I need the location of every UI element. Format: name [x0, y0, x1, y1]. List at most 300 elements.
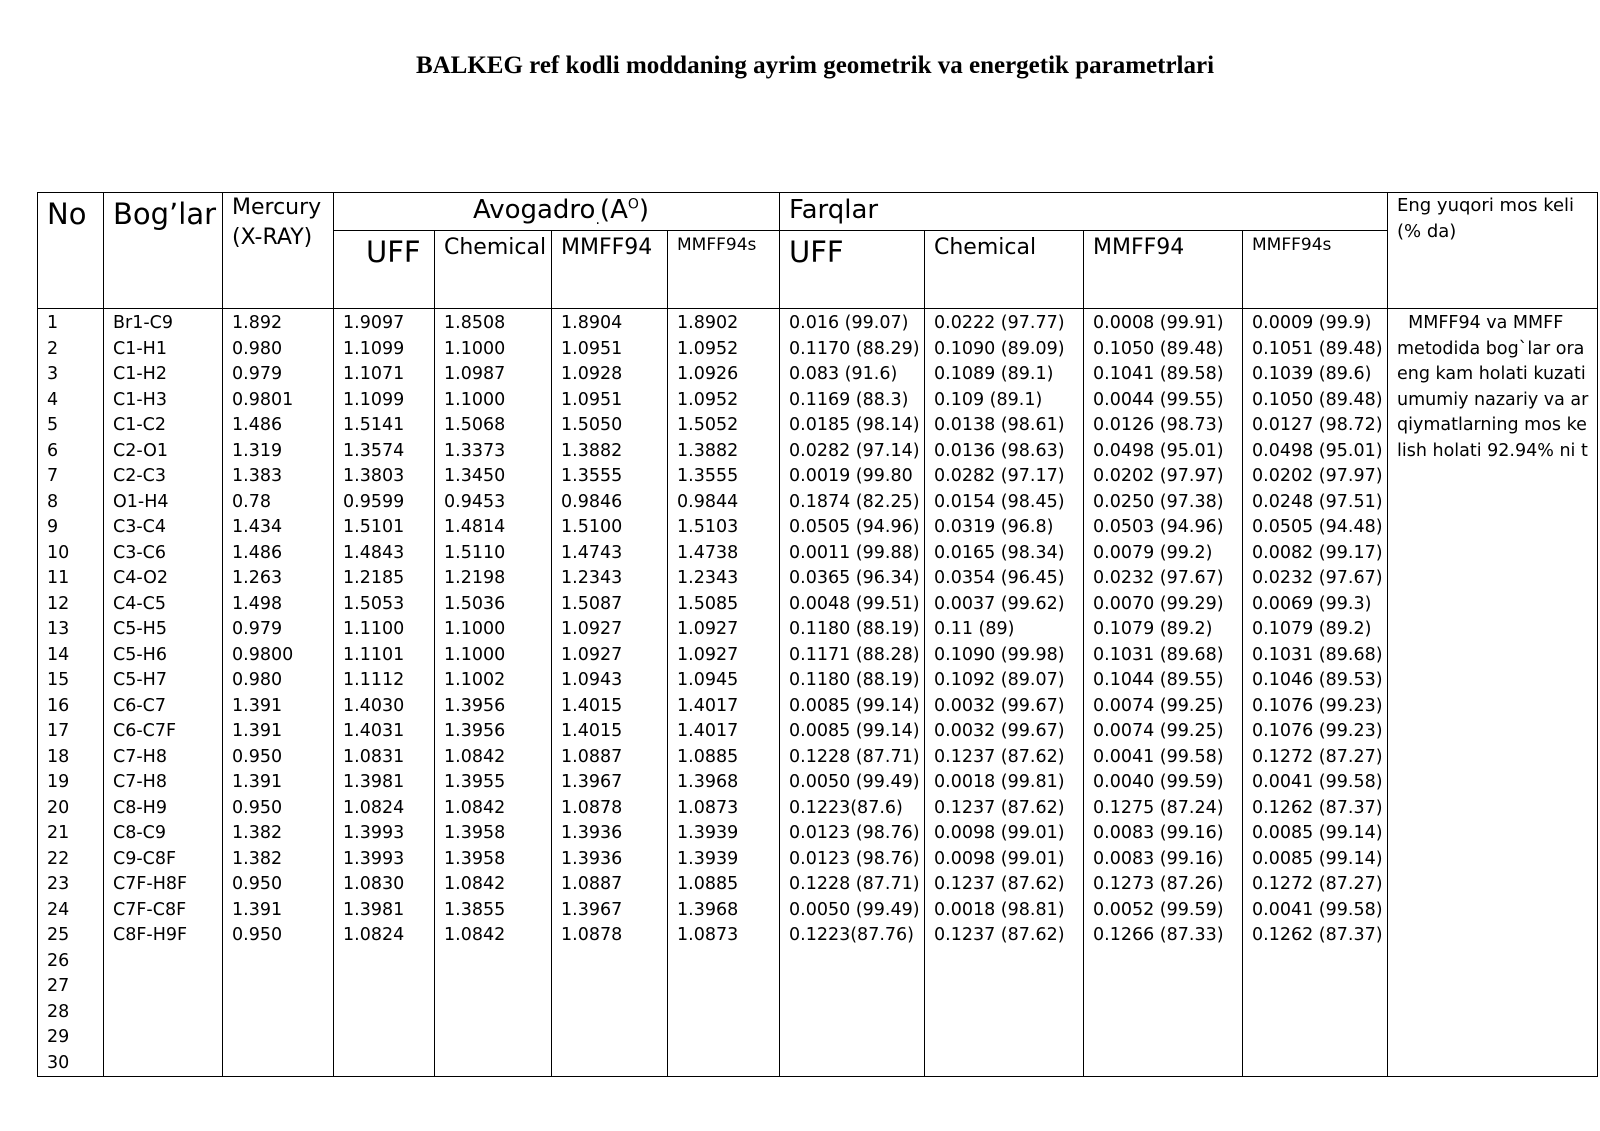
cell-mercury-22: 1.382 [232, 848, 283, 869]
cell-f-uff-17: 0.0085 (99.14) [789, 721, 920, 741]
col-bond [104, 309, 223, 1077]
cell-f-uff-7: 0.0019 (99.80 [789, 466, 913, 486]
cell-av-uff-12: 1.5053 [343, 593, 405, 614]
cell-av-mmff94s-1: 1.8902 [677, 313, 739, 333]
cell-bond-3: C1-H2 [113, 364, 167, 384]
cell-av-mmff94-17: 1.4015 [561, 721, 623, 741]
cell-f-mmff94s-14: 0.1031 (89.68) [1252, 644, 1383, 665]
cell-av-mmff94-9: 1.5100 [561, 517, 623, 537]
cell-no-26: 26 [47, 950, 70, 971]
cell-f-mmff94s-18: 0.1272 (87.27) [1252, 746, 1383, 767]
cell-f-mmff94s-17: 0.1076 (99.23) [1252, 721, 1383, 741]
cell-av-chemical-1: 1.8508 [444, 313, 506, 333]
cell-av-mmff94-5: 1.5050 [561, 415, 623, 435]
cell-mercury-17: 1.391 [232, 721, 283, 741]
cell-f-uff-10: 0.0011 (99.88) [789, 542, 920, 563]
cell-av-chemical-14: 1.1000 [444, 644, 506, 665]
cell-av-chemical-19: 1.3955 [444, 772, 506, 792]
cell-f-uff-19: 0.0050 (99.49) [789, 772, 920, 792]
cell-f-chemical-22: 0.0098 (99.01) [934, 848, 1065, 869]
cell-mercury-4: 0.9801 [232, 389, 294, 410]
cell-f-uff-8: 0.1874 (82.25) [789, 491, 920, 512]
avogadro-unit-close: ) [638, 195, 650, 225]
cell-av-mmff94s-10: 1.4738 [677, 542, 739, 563]
cell-f-mmff94s-8: 0.0248 (97.51) [1252, 491, 1383, 512]
cell-f-uff-24: 0.0050 (99.49) [789, 899, 920, 920]
cell-no-10: 10 [47, 542, 70, 563]
cell-f-chemical-3: 0.1089 (89.1) [934, 364, 1054, 384]
cell-av-uff-2: 1.1099 [343, 338, 405, 359]
cell-mercury-11: 1.263 [232, 568, 283, 588]
cell-av-chemical-25: 1.0842 [444, 925, 506, 945]
col-av-mmff94s [668, 309, 780, 1077]
cell-av-mmff94-11: 1.2343 [561, 568, 623, 588]
header-f-mmff94s: MMFF94s [1243, 231, 1388, 309]
cell-mercury-9: 1.434 [232, 517, 283, 537]
cell-bond-8: O1-H4 [113, 491, 169, 512]
cell-f-uff-14: 0.1171 (88.28) [789, 644, 920, 665]
cell-bond-22: C9-C8F [113, 848, 177, 869]
cell-f-uff-23: 0.1228 (87.71) [789, 874, 920, 894]
cell-f-mmff94-6: 0.0498 (95.01) [1093, 440, 1224, 461]
cell-f-mmff94-19: 0.0040 (99.59) [1093, 772, 1224, 792]
cell-av-uff-14: 1.1101 [343, 644, 405, 665]
cell-av-chemical-10: 1.5110 [444, 542, 506, 563]
cell-bond-18: C7-H8 [113, 746, 167, 767]
cell-av-mmff94s-14: 1.0927 [677, 644, 739, 665]
cell-no-6: 6 [47, 440, 59, 461]
cell-av-mmff94s-4: 1.0952 [677, 389, 739, 410]
cell-mercury-2: 0.980 [232, 338, 283, 359]
cell-av-mmff94-13: 1.0927 [561, 619, 623, 639]
cell-av-mmff94-15: 1.0943 [561, 670, 623, 690]
cell-no-3: 3 [47, 364, 59, 384]
document-title: BALKEG ref kodli moddaning ayrim geometrik va energetik parametrlari [415, 52, 1215, 79]
cell-mercury-3: 0.979 [232, 364, 283, 384]
header-av-uff: UFF [334, 231, 435, 309]
cell-mercury-23: 0.950 [232, 874, 283, 894]
cell-f-mmff94-24: 0.0052 (99.59) [1093, 899, 1224, 920]
cell-bond-6: C2-O1 [113, 440, 169, 461]
cell-av-uff-5: 1.5141 [343, 415, 405, 435]
cell-bond-12: C4-C5 [113, 593, 167, 614]
cell-f-chemical-16: 0.0032 (99.67) [934, 695, 1065, 716]
cell-av-uff-17: 1.4031 [343, 721, 405, 741]
cell-no-29: 29 [47, 1027, 70, 1047]
cell-f-mmff94s-3: 0.1039 (89.6) [1252, 364, 1372, 384]
cell-av-mmff94-14: 1.0927 [561, 644, 623, 665]
cell-f-mmff94-23: 0.1273 (87.26) [1093, 874, 1224, 894]
cell-mercury-21: 1.382 [232, 823, 283, 843]
cell-f-chemical-13: 0.11 (89) [934, 619, 1015, 639]
cell-f-chemical-14: 0.1090 (99.98) [934, 644, 1065, 665]
cell-f-uff-1: 0.016 (99.07) [789, 313, 909, 333]
cell-f-chemical-10: 0.0165 (98.34) [934, 542, 1065, 563]
cell-f-chemical-15: 0.1092 (89.07) [934, 670, 1065, 690]
cell-av-chemical-21: 1.3958 [444, 823, 506, 843]
cell-f-chemical-11: 0.0354 (96.45) [934, 568, 1065, 588]
cell-bond-5: C1-C2 [113, 415, 167, 435]
cell-f-mmff94-14: 0.1031 (89.68) [1093, 644, 1224, 665]
cell-f-mmff94-5: 0.0126 (98.73) [1093, 415, 1224, 435]
note-line-1: MMFF94 va MMFF [1397, 313, 1564, 333]
cell-mercury-24: 1.391 [232, 899, 283, 920]
cell-av-mmff94s-8: 0.9844 [677, 491, 739, 512]
note-line-4: umumiy nazariy va ar [1397, 389, 1589, 410]
cell-bond-11: C4-O2 [113, 568, 169, 588]
cell-av-mmff94-18: 1.0887 [561, 746, 623, 767]
col-f-mmff94s [1243, 309, 1388, 1077]
cell-av-mmff94s-6: 1.3882 [677, 440, 739, 461]
avogadro-unit-open: (A [599, 195, 628, 225]
cell-no-7: 7 [47, 466, 59, 486]
cell-f-mmff94s-19: 0.0041 (99.58) [1252, 772, 1383, 792]
cell-f-mmff94s-12: 0.0069 (99.3) [1252, 593, 1372, 614]
cell-f-mmff94-12: 0.0070 (99.29) [1093, 593, 1224, 614]
cell-mercury-8: 0.78 [232, 491, 271, 512]
cell-f-mmff94s-7: 0.0202 (97.97) [1252, 466, 1383, 486]
col-av-mmff94 [552, 309, 668, 1077]
cell-av-mmff94s-21: 1.3939 [677, 823, 739, 843]
cell-av-mmff94-2: 1.0951 [561, 338, 623, 359]
cell-f-mmff94-13: 0.1079 (89.2) [1093, 619, 1213, 639]
cell-f-uff-11: 0.0365 (96.34) [789, 568, 920, 588]
header-mercury: Mercury (X-RAY) [223, 193, 334, 309]
header-av-chemical: Chemical [435, 231, 552, 309]
cell-av-chemical-3: 1.0987 [444, 364, 506, 384]
cell-f-uff-22: 0.0123 (98.76) [789, 848, 920, 869]
cell-f-chemical-6: 0.0136 (98.63) [934, 440, 1065, 461]
cell-bond-25: C8F-H9F [113, 925, 188, 945]
cell-mercury-25: 0.950 [232, 925, 283, 945]
cell-no-16: 16 [47, 695, 70, 716]
cell-av-mmff94-8: 0.9846 [561, 491, 623, 512]
cell-no-11: 11 [47, 568, 70, 588]
col-av-uff [334, 309, 435, 1077]
cell-mercury-7: 1.383 [232, 466, 283, 486]
cell-f-chemical-8: 0.0154 (98.45) [934, 491, 1065, 512]
cell-f-mmff94-17: 0.0074 (99.25) [1093, 721, 1224, 741]
cell-av-mmff94s-19: 1.3968 [677, 772, 739, 792]
cell-av-uff-6: 1.3574 [343, 440, 405, 461]
cell-f-uff-18: 0.1228 (87.71) [789, 746, 920, 767]
cell-f-mmff94-25: 0.1266 (87.33) [1093, 925, 1224, 945]
cell-av-mmff94-6: 1.3882 [561, 440, 623, 461]
cell-av-chemical-13: 1.1000 [444, 619, 506, 639]
cell-no-18: 18 [47, 746, 70, 767]
cell-av-chemical-9: 1.4814 [444, 517, 506, 537]
cell-av-chemical-20: 1.0842 [444, 797, 506, 818]
cell-bond-23: C7F-H8F [113, 874, 188, 894]
cell-f-mmff94s-13: 0.1079 (89.2) [1252, 619, 1372, 639]
cell-f-chemical-17: 0.0032 (99.67) [934, 721, 1065, 741]
cell-f-chemical-20: 0.1237 (87.62) [934, 797, 1065, 818]
note-cell [1388, 309, 1598, 1077]
cell-f-mmff94-16: 0.0074 (99.25) [1093, 695, 1224, 716]
cell-av-uff-1: 1.9097 [343, 313, 405, 333]
cell-av-uff-8: 0.9599 [343, 491, 405, 512]
cell-f-mmff94s-9: 0.0505 (94.48) [1252, 517, 1383, 537]
cell-f-uff-5: 0.0185 (98.14) [789, 415, 920, 435]
cell-f-mmff94s-23: 0.1272 (87.27) [1252, 874, 1383, 894]
cell-no-20: 20 [47, 797, 70, 818]
cell-f-mmff94s-15: 0.1046 (89.53) [1252, 670, 1383, 690]
cell-mercury-12: 1.498 [232, 593, 283, 614]
cell-av-mmff94-3: 1.0928 [561, 364, 623, 384]
cell-av-chemical-11: 1.2198 [444, 568, 506, 588]
cell-f-chemical-2: 0.1090 (89.09) [934, 338, 1065, 359]
cell-av-mmff94-16: 1.4015 [561, 695, 623, 716]
cell-av-mmff94-19: 1.3967 [561, 772, 623, 792]
cell-bond-17: C6-C7F [113, 721, 177, 741]
cell-f-mmff94-10: 0.0079 (99.2) [1093, 542, 1213, 563]
cell-f-mmff94-3: 0.1041 (89.58) [1093, 364, 1224, 384]
cell-no-9: 9 [47, 517, 59, 537]
cell-av-chemical-23: 1.0842 [444, 874, 506, 894]
cell-av-mmff94s-16: 1.4017 [677, 695, 739, 716]
cell-av-mmff94s-3: 1.0926 [677, 364, 739, 384]
cell-av-chemical-16: 1.3956 [444, 695, 506, 716]
cell-no-19: 19 [47, 772, 70, 792]
cell-f-mmff94-22: 0.0083 (99.16) [1093, 848, 1224, 869]
header-f-uff: UFF [780, 231, 925, 309]
cell-no-27: 27 [47, 976, 70, 996]
cell-mercury-14: 0.9800 [232, 644, 294, 665]
cell-av-uff-9: 1.5101 [343, 517, 405, 537]
col-f-uff [780, 309, 925, 1077]
cell-no-28: 28 [47, 1001, 70, 1022]
cell-no-21: 21 [47, 823, 70, 843]
cell-bond-24: C7F-C8F [113, 899, 187, 920]
cell-f-uff-6: 0.0282 (97.14) [789, 440, 920, 461]
header-f-chemical: Chemical [925, 231, 1084, 309]
cell-av-mmff94-20: 1.0878 [561, 797, 623, 818]
cell-av-mmff94s-18: 1.0885 [677, 746, 739, 767]
cell-av-mmff94-21: 1.3936 [561, 823, 623, 843]
cell-bond-21: C8-C9 [113, 823, 167, 843]
cell-av-mmff94s-20: 1.0873 [677, 797, 739, 818]
header-av-mmff94: MMFF94 [552, 231, 668, 309]
cell-f-chemical-9: 0.0319 (96.8) [934, 517, 1054, 537]
cell-no-23: 23 [47, 874, 70, 894]
col-f-chemical [925, 309, 1084, 1077]
cell-mercury-13: 0.979 [232, 619, 283, 639]
cell-no-24: 24 [47, 899, 70, 920]
cell-f-chemical-18: 0.1237 (87.62) [934, 746, 1065, 767]
cell-no-12: 12 [47, 593, 70, 614]
cell-f-mmff94s-21: 0.0085 (99.14) [1252, 823, 1383, 843]
cell-mercury-20: 0.950 [232, 797, 283, 818]
note-line-2: metodida bog`lar ora [1397, 338, 1585, 359]
cell-f-chemical-7: 0.0282 (97.17) [934, 466, 1065, 486]
cell-bond-4: C1-H3 [113, 389, 167, 410]
cell-f-mmff94-1: 0.0008 (99.91) [1093, 313, 1224, 333]
cell-av-uff-19: 1.3981 [343, 772, 405, 792]
col-f-mmff94 [1084, 309, 1243, 1077]
cell-av-uff-4: 1.1099 [343, 389, 405, 410]
cell-f-mmff94-11: 0.0232 (97.67) [1093, 568, 1224, 588]
cell-f-mmff94-7: 0.0202 (97.97) [1093, 466, 1224, 486]
cell-f-mmff94-21: 0.0083 (99.16) [1093, 823, 1224, 843]
cell-av-uff-11: 1.2185 [343, 568, 405, 588]
cell-av-mmff94-25: 1.0878 [561, 925, 623, 945]
cell-av-uff-18: 1.0831 [343, 746, 405, 767]
cell-av-chemical-12: 1.5036 [444, 593, 506, 614]
cell-no-2: 2 [47, 338, 59, 359]
cell-f-mmff94-8: 0.0250 (97.38) [1093, 491, 1224, 512]
cell-av-mmff94-23: 1.0887 [561, 874, 623, 894]
cell-av-chemical-22: 1.3958 [444, 848, 506, 869]
cell-av-mmff94s-23: 1.0885 [677, 874, 739, 894]
cell-av-uff-10: 1.4843 [343, 542, 405, 563]
cell-f-mmff94s-10: 0.0082 (99.17) [1252, 542, 1383, 563]
cell-av-uff-13: 1.1100 [343, 619, 405, 639]
cell-no-22: 22 [47, 848, 70, 869]
note-line-5: qiymatlarning mos ke [1397, 415, 1587, 435]
cell-f-mmff94-4: 0.0044 (99.55) [1093, 389, 1224, 410]
cell-av-mmff94s-22: 1.3939 [677, 848, 739, 869]
cell-mercury-16: 1.391 [232, 695, 283, 716]
header-farqlar: Farqlar [780, 193, 1388, 231]
avogadro-label: Avogadro [472, 195, 596, 225]
cell-no-17: 17 [47, 721, 70, 741]
cell-av-uff-7: 1.3803 [343, 466, 405, 486]
cell-bond-14: C5-H6 [113, 644, 167, 665]
cell-av-chemical-18: 1.0842 [444, 746, 506, 767]
cell-f-mmff94s-6: 0.0498 (95.01) [1252, 440, 1383, 461]
cell-no-1: 1 [47, 313, 59, 333]
cell-av-chemical-2: 1.1000 [444, 338, 506, 359]
col-av-chemical [435, 309, 552, 1077]
cell-av-mmff94s-17: 1.4017 [677, 721, 739, 741]
cell-av-mmff94s-15: 1.0945 [677, 670, 739, 690]
cell-av-uff-25: 1.0824 [343, 925, 405, 945]
header-avogadro [334, 193, 780, 231]
cell-f-mmff94-15: 0.1044 (89.55) [1093, 670, 1224, 690]
cell-no-5: 5 [47, 415, 59, 435]
cell-av-mmff94-1: 1.8904 [561, 313, 623, 333]
cell-f-mmff94-9: 0.0503 (94.96) [1093, 517, 1224, 537]
cell-f-uff-21: 0.0123 (98.76) [789, 823, 920, 843]
cell-mercury-5: 1.486 [232, 415, 283, 435]
cell-f-chemical-19: 0.0018 (99.81) [934, 772, 1065, 792]
cell-av-chemical-6: 1.3373 [444, 440, 506, 461]
col-no [38, 309, 104, 1077]
cell-bond-16: C6-C7 [113, 695, 167, 716]
cell-no-14: 14 [47, 644, 70, 665]
cell-av-chemical-5: 1.5068 [444, 415, 506, 435]
cell-av-chemical-7: 1.3450 [444, 466, 506, 486]
cell-av-mmff94s-25: 1.0873 [677, 925, 739, 945]
note-line-3: eng kam holati kuzati [1397, 364, 1586, 384]
cell-f-mmff94s-16: 0.1076 (99.23) [1252, 695, 1383, 716]
cell-f-mmff94s-4: 0.1050 (89.48) [1252, 389, 1383, 410]
cell-av-mmff94-12: 1.5087 [561, 593, 623, 614]
cell-mercury-6: 1.319 [232, 440, 283, 461]
cell-bond-19: C7-H8 [113, 772, 167, 792]
cell-no-30: 30 [47, 1052, 70, 1073]
cell-mercury-15: 0.980 [232, 670, 283, 690]
cell-mercury-1: 1.892 [232, 313, 283, 333]
cell-f-chemical-21: 0.0098 (99.01) [934, 823, 1065, 843]
cell-f-uff-15: 0.1180 (88.19) [789, 670, 920, 690]
cell-av-uff-21: 1.3993 [343, 823, 405, 843]
cell-av-uff-20: 1.0824 [343, 797, 405, 818]
cell-f-uff-12: 0.0048 (99.51) [789, 593, 920, 614]
cell-av-mmff94s-13: 1.0927 [677, 619, 739, 639]
cell-av-mmff94-4: 1.0951 [561, 389, 623, 410]
cell-bond-2: C1-H1 [113, 338, 167, 359]
avogadro-unit-sup: O [627, 196, 639, 213]
cell-av-uff-22: 1.3993 [343, 848, 405, 869]
cell-mercury-19: 1.391 [232, 772, 283, 792]
cell-av-mmff94s-7: 1.3555 [677, 466, 739, 486]
cell-f-chemical-23: 0.1237 (87.62) [934, 874, 1065, 894]
cell-no-25: 25 [47, 925, 70, 945]
cell-bond-7: C2-C3 [113, 466, 167, 486]
cell-f-chemical-25: 0.1237 (87.62) [934, 925, 1065, 945]
cell-f-uff-13: 0.1180 (88.19) [789, 619, 920, 639]
note-line-6: lish holati 92.94% ni t [1397, 440, 1588, 461]
cell-bond-9: C3-C4 [113, 517, 167, 537]
col-mercury [223, 309, 334, 1077]
cell-av-uff-16: 1.4030 [343, 695, 405, 716]
cell-av-chemical-8: 0.9453 [444, 491, 506, 512]
cell-av-uff-23: 1.0830 [343, 874, 405, 894]
cell-f-mmff94s-2: 0.1051 (89.48) [1252, 338, 1383, 359]
cell-f-uff-3: 0.083 (91.6) [789, 364, 898, 384]
cell-av-uff-3: 1.1071 [343, 364, 405, 384]
cell-f-chemical-5: 0.0138 (98.61) [934, 415, 1065, 435]
cell-bond-1: Br1-C9 [113, 313, 174, 333]
cell-av-uff-24: 1.3981 [343, 899, 405, 920]
cell-f-chemical-1: 0.0222 (97.77) [934, 313, 1065, 333]
header-no: No [38, 193, 104, 309]
cell-av-chemical-24: 1.3855 [444, 899, 506, 920]
cell-mercury-18: 0.950 [232, 746, 283, 767]
cell-no-13: 13 [47, 619, 70, 639]
cell-bond-10: C3-C6 [113, 542, 167, 563]
cell-av-mmff94s-9: 1.5103 [677, 517, 739, 537]
cell-av-mmff94-24: 1.3967 [561, 899, 623, 920]
cell-f-chemical-4: 0.109 (89.1) [934, 389, 1043, 410]
cell-no-4: 4 [47, 389, 59, 410]
cell-bond-20: C8-H9 [113, 797, 167, 818]
cell-f-mmff94s-11: 0.0232 (97.67) [1252, 568, 1383, 588]
header-f-mmff94: MMFF94 [1084, 231, 1243, 309]
cell-f-chemical-12: 0.0037 (99.62) [934, 593, 1065, 614]
cell-f-mmff94s-1: 0.0009 (99.9) [1252, 313, 1372, 333]
header-av-mmff94s: MMFF94s [668, 231, 780, 309]
cell-av-mmff94-7: 1.3555 [561, 466, 623, 486]
cell-f-uff-20: 0.1223(87.6) [789, 797, 903, 818]
cell-no-15: 15 [47, 670, 70, 690]
header-best-match: Eng yuqori mos keli (% da) [1388, 193, 1598, 309]
cell-f-mmff94s-5: 0.0127 (98.72) [1252, 415, 1383, 435]
cell-av-mmff94s-12: 1.5085 [677, 593, 739, 614]
cell-no-8: 8 [47, 491, 59, 512]
cell-av-mmff94s-24: 1.3968 [677, 899, 739, 920]
cell-f-mmff94-2: 0.1050 (89.48) [1093, 338, 1224, 359]
cell-av-mmff94s-2: 1.0952 [677, 338, 739, 359]
cell-f-mmff94-18: 0.0041 (99.58) [1093, 746, 1224, 767]
cell-av-chemical-15: 1.1002 [444, 670, 506, 690]
cell-f-mmff94s-24: 0.0041 (99.58) [1252, 899, 1383, 920]
cell-f-uff-9: 0.0505 (94.96) [789, 517, 920, 537]
cell-f-mmff94s-22: 0.0085 (99.14) [1252, 848, 1383, 869]
cell-bond-13: C5-H5 [113, 619, 167, 639]
cell-f-uff-16: 0.0085 (99.14) [789, 695, 920, 716]
